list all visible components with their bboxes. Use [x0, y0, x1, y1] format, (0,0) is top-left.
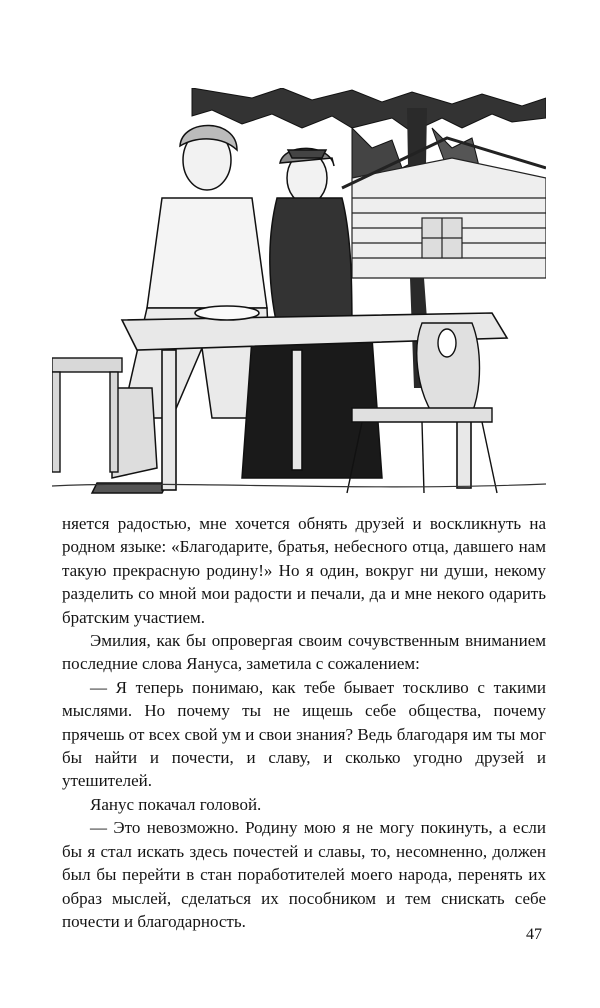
paragraph: — Это невозможно. Родину мою я не могу покинуть, а если бы я стал искать здесь почестей и славы, то, несомненно, должен был бы перейти в стан поработителей моего народа, перенять их образ мыслей, сделаться их пособником и тем снискать себе почести и благодарность.: [62, 818, 546, 931]
paragraph: Эмилия, как бы опровергая своим сочувственным вниманием последние слова Яануса, заметила с сожалением:: [62, 631, 546, 674]
paragraph: — Я теперь понимаю, как тебе бывает тоскливо с такими мыслями. Но почему ты не ищешь себе общества, почему прячешь от всех свой ум и свои знания? Ведь благодаря им ты мог бы найти и почести, и славу, и сколько угодно друзей и утешителей.: [62, 677, 546, 791]
illustration: [52, 88, 546, 498]
paragraph: Яанус покачал головой.: [90, 794, 262, 814]
page-number: 47: [526, 926, 542, 943]
body-text: [62, 512, 546, 933]
paragraph: няется радостью, мне хочется обнять друзей и воскликнуть на родном языке: «Благодарите, братья, небесного отца, давшего нам такую прекрасную родину!» Но я один, вокруг ни души, некому разделить со мной мои радости и печали, да и мне некого одарить братским участием.: [62, 514, 546, 627]
